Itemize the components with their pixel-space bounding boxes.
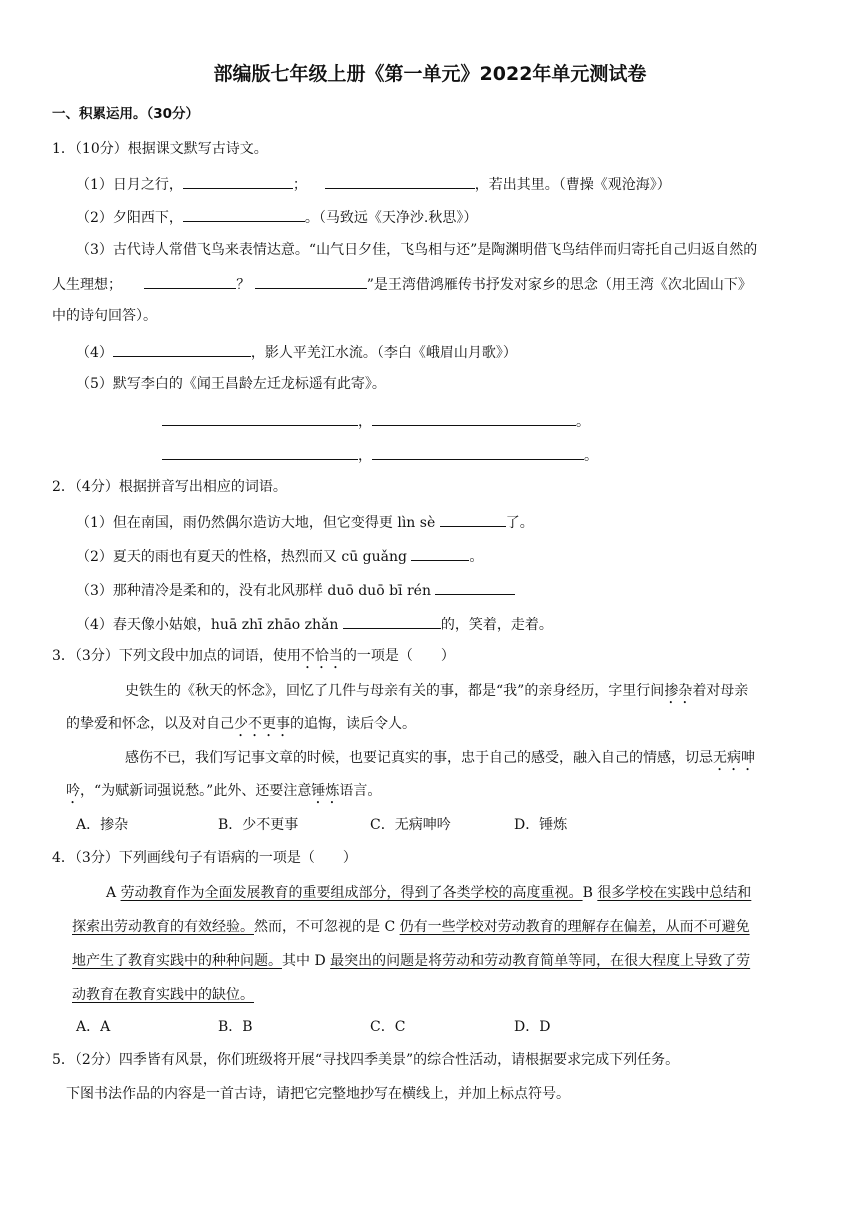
q1-item-5: （5）默写李白的《闻王昌龄左迁龙标遥有此寄》。	[76, 376, 386, 392]
answer-blank[interactable]	[255, 273, 367, 289]
answer-blank[interactable]	[325, 173, 475, 189]
q3-text: 感伤不已，我们写记事文章的时候，也要记真实的事，忠于自己的感受，融入自己的情感，切忌	[125, 750, 713, 766]
q1-item-2	[76, 206, 477, 228]
q3-dotted-word: 锤炼	[311, 783, 340, 799]
q1-item-1	[76, 173, 671, 195]
q1-item-3-line1: （3）古代诗人常借飞鸟来表情达意。“山气日夕佳，飞鸟相与还”是陶渊明借飞鸟结伴而归寄托自己归返自然的	[76, 242, 758, 258]
q4-underlined-sentence: 最突出的问题是将劳动和劳动教育简单等同，在很大程度上导致了劳	[330, 953, 751, 969]
comma: ，	[358, 414, 372, 430]
q4-text: 然而，不可忽视的是 C	[254, 919, 400, 935]
q2-3-text-a: （3）那种清冷是柔和的，没有北风那样 duō duō bī rén	[76, 583, 436, 599]
q4-label: B	[582, 885, 598, 901]
q3-para-line-2	[66, 714, 416, 740]
q3-text: 语言。	[339, 783, 382, 799]
answer-blank[interactable]	[162, 444, 358, 460]
q1-4-text-a: （4）	[76, 345, 113, 361]
q3-dotted-word: 无病呻	[713, 750, 755, 766]
answer-blank[interactable]	[372, 444, 584, 460]
q2-item-2	[76, 545, 483, 567]
q2-4-text-a: （4）春天像小姑娘，huā zhī zhāo zhǎn	[76, 617, 343, 633]
q4-underlined-sentence: 动教育在教育实践中的缺位。	[72, 987, 254, 1003]
q4-text: 其中 D	[282, 953, 331, 969]
q4-heading: 4．（3分）下列画线句子有语病的一项是（ ）	[52, 850, 357, 866]
answer-blank[interactable]	[183, 206, 305, 222]
q4-option-d[interactable]: D．D	[514, 1019, 551, 1035]
answer-blank[interactable]	[144, 273, 236, 289]
q2-1-text-a: （1）但在南国，雨仍然偶尔造访大地，但它变得更 lìn sè	[76, 515, 440, 531]
q3-dotted-word: 少不更事	[234, 716, 290, 732]
page-title: 部编版七年级上册《第一单元》2022年单元测试卷	[213, 63, 647, 85]
q3-text: ，“为赋新词强说愁。”此外、还要注意	[80, 783, 312, 799]
section-heading: 一、积累运用。（30分）	[52, 106, 200, 122]
q3-head-text-a: 3．（3分）下列文段中加点的词语，使用	[52, 648, 301, 664]
comma: ，	[358, 448, 372, 464]
q2-2-text-b: 。	[469, 549, 484, 565]
q3-option-c[interactable]: C．无病呻吟	[370, 817, 451, 833]
q1-3-text-b: 人生理想；	[52, 277, 122, 293]
q2-2-text-a: （2）夏天的雨也有夏天的性格，热烈而又 cū guǎng	[76, 549, 412, 565]
q5-heading: 5．（2分）四季皆有风景，你们班级将开展“寻找四季美景”的综合性活动，请根据要求完成下列任务。	[52, 1052, 680, 1068]
answer-blank[interactable]	[440, 511, 506, 527]
q4-option-a[interactable]: A．A	[76, 1019, 111, 1035]
q4-underlined-sentence: 劳动教育作为全面发展教育的重要组成部分，得到了各类学校的高度重视。	[120, 885, 583, 901]
q4-para-line-3	[72, 951, 750, 971]
q1-5-answer-line-2	[162, 444, 598, 466]
q1-heading: 1．（10分）根据课文默写古诗文。	[52, 141, 268, 157]
q1-4-text-b: ，影人平羌江水流。（李白《峨眉山月歌》）	[250, 345, 517, 361]
q1-5-answer-line-1	[162, 410, 590, 432]
answer-blank[interactable]	[162, 410, 358, 426]
q3-option-d[interactable]: D．锤炼	[514, 817, 568, 833]
q4-underlined-sentence: 仍有一些学校对劳动教育的理解存在偏差，从而不可避免	[399, 919, 750, 935]
q5-instruction: 下图书法作品的内容是一首古诗，请把它完整地抄写在横线上，并加上标点符号。	[66, 1086, 570, 1102]
q3-text: 着对母亲	[692, 683, 749, 699]
q4-underlined-sentence: 地产生了教育实践中的种种问题。	[72, 953, 282, 969]
q4-option-b[interactable]: B．B	[218, 1019, 253, 1035]
q1-1-text-c: ，若出其里。（曹操《观沧海》）	[474, 177, 671, 193]
q3-para-line-1	[125, 681, 748, 707]
q1-1-text-b: ；	[292, 177, 307, 193]
q1-1-text-a: （1）日月之行，	[76, 177, 183, 193]
q2-item-3	[76, 579, 515, 601]
q3-text: 的挚爱和怀念，以及对自己	[66, 716, 234, 732]
q2-1-text-b: 了。	[505, 515, 534, 531]
q1-item-3-line2	[52, 273, 752, 295]
answer-blank[interactable]	[183, 173, 293, 189]
answer-blank[interactable]	[411, 545, 469, 561]
q3-para-line-3	[125, 748, 755, 774]
q3-text: 史铁生的《秋天的怀念》，回忆了几件与母亲有关的事，都是“我”的亲身经历，字里行间	[125, 683, 665, 699]
answer-blank[interactable]	[372, 410, 576, 426]
q1-item-3-line3: 中的诗句回答）。	[52, 308, 157, 324]
period: 。	[584, 448, 598, 464]
q3-option-b[interactable]: B．少不更事	[218, 817, 299, 833]
q4-label: A	[106, 885, 121, 901]
q3-para-line-4	[66, 781, 381, 807]
q4-underlined-sentence: 探索出劳动教育的有效经验。	[72, 919, 254, 935]
q1-3-text-c: ？	[236, 277, 251, 293]
q1-2-text-a: （2）夕阳西下，	[76, 210, 183, 226]
q3-head-text-b: 的一项是（ ）	[342, 648, 455, 664]
q2-4-text-b: 的，笑着，走着。	[440, 617, 553, 633]
q4-option-c[interactable]: C．C	[370, 1019, 406, 1035]
q4-para-line-4	[72, 985, 254, 1005]
q1-3-text-d: ”是王湾借鸿雁传书抒发对家乡的思念（用王湾《次北固山下》	[366, 277, 752, 293]
q2-item-1	[76, 511, 534, 533]
q3-text: 的追悔，读后令人。	[290, 716, 416, 732]
period: 。	[576, 414, 590, 430]
answer-blank[interactable]	[435, 579, 515, 595]
answer-blank[interactable]	[343, 613, 441, 629]
answer-blank[interactable]	[113, 341, 251, 357]
q3-dotted-word: 吟	[66, 783, 80, 799]
q4-underlined-sentence: 很多学校在实践中总结和	[597, 885, 752, 901]
q1-2-text-b: 。（马致远《天净沙.秋思》）	[304, 210, 478, 226]
q2-heading: 2．（4分）根据拼音写出相应的词语。	[52, 479, 287, 495]
q3-head-emphasis: 不恰当	[300, 648, 343, 664]
q2-item-4	[76, 613, 553, 635]
q3-option-a[interactable]: A．掺杂	[76, 817, 129, 833]
q3-dotted-word: 掺杂	[664, 683, 693, 699]
q3-heading	[52, 646, 455, 672]
q4-para-line-2	[72, 917, 750, 937]
q4-para-line-1	[106, 883, 751, 903]
q1-item-4	[76, 341, 517, 363]
